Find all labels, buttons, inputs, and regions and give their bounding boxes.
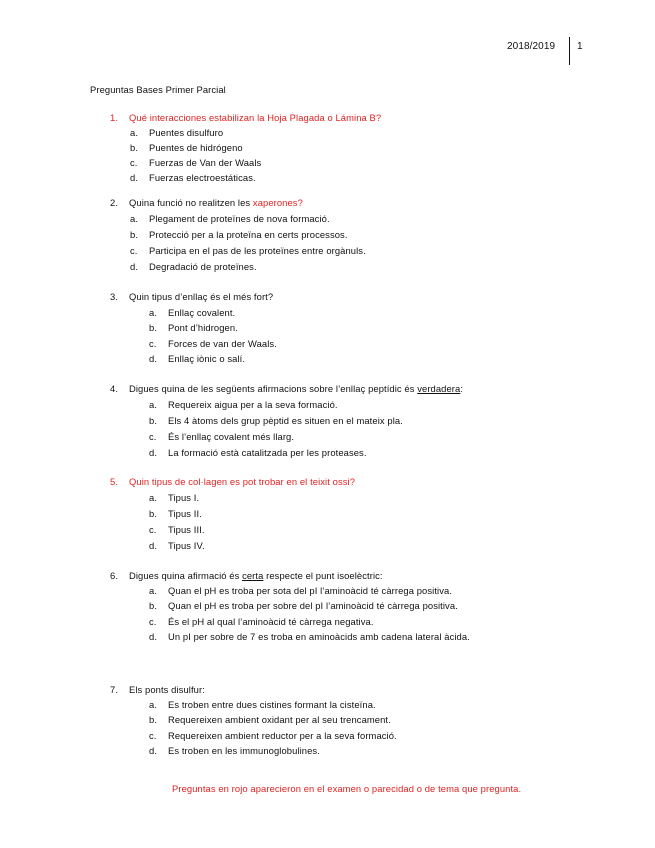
option-5d: d. Tipus IV. xyxy=(149,540,205,551)
footer-note: Preguntas en rojo aparecieron en el examen o parecidad o de tema que pregunta. xyxy=(172,783,522,794)
option-5b: b. Tipus II. xyxy=(149,508,202,519)
question-text: Digues quina de les següents afirmacions sobre l’enllaç peptídic és xyxy=(129,383,418,394)
question-number: 7. xyxy=(110,684,119,695)
option-4a: a. Requereix aigua per a la seva formació. xyxy=(149,399,338,410)
option-3d: d. Enllaç iònic o salí. xyxy=(149,353,246,364)
question-5 xyxy=(110,476,355,487)
option-7d: d. Es troben en les immunoglobulines. xyxy=(149,745,320,756)
option-1c: c. Fuerzas de Van der Waals xyxy=(130,157,262,168)
option-2a: a. Plegament de proteïnes de nova formació. xyxy=(130,213,330,224)
option-7a: a. Es troben entre dues cistines formant la cisteïna. xyxy=(149,699,376,710)
question-text: Els ponts disulfur: xyxy=(129,684,205,695)
header-divider xyxy=(569,37,570,65)
question-number: 2. xyxy=(110,197,119,208)
question-2 xyxy=(110,197,303,208)
option-4c: c. És l’enllaç covalent més llarg. xyxy=(149,431,295,442)
question-number: 6. xyxy=(110,570,119,581)
question-1 xyxy=(110,112,381,123)
school-year: 2018/2019 xyxy=(507,41,556,52)
question-number: 5. xyxy=(110,476,119,487)
option-2c: c. Participa en el pas de les proteïnes entre orgànuls. xyxy=(130,245,366,256)
option-1d: d. Fuerzas electroestáticas. xyxy=(130,172,256,183)
option-1b: b. Puentes de hidrógeno xyxy=(130,142,243,153)
question-7 xyxy=(110,684,205,695)
option-7c: c. Requereixen ambient reductor per a la seva formació. xyxy=(149,730,397,741)
question-text: Quina funció no realitzen les xyxy=(129,197,253,208)
question-text: Digues quina afirmació és xyxy=(129,570,243,581)
question-number: 4. xyxy=(110,383,119,394)
question-text: Quin tipus d’enllaç és el més fort? xyxy=(129,291,274,302)
option-4d: d. La formació està catalitzada per les proteases. xyxy=(149,447,367,458)
question-3 xyxy=(110,291,273,302)
page-number: 1 xyxy=(577,41,583,52)
option-6b: b. Quan el pH es troba per sobre del pI l’aminoàcid té càrrega positiva. xyxy=(149,600,458,611)
option-2d: d. Degradació de proteïnes. xyxy=(130,261,257,272)
option-2b: b. Protecció per a la proteïna en certs processos. xyxy=(130,229,348,240)
question-number: 3. xyxy=(110,291,119,302)
underlined-word: verdadera xyxy=(417,383,461,394)
option-3a: a. Enllaç covalent. xyxy=(149,307,236,318)
question-text: Quin tipus de col·lagen es pot trobar en el teixit ossi? xyxy=(129,476,356,487)
option-6a: a. Quan el pH es troba per sota del pI l’aminoàcid té càrrega positiva. xyxy=(149,585,453,596)
option-1a: a. Puentes disulfuro xyxy=(130,127,224,138)
option-7b: b. Requereixen ambient oxidant per al seu trencament. xyxy=(149,714,391,725)
option-3c: c. Forces de van der Waals. xyxy=(149,338,277,349)
option-5c: c. Tipus III. xyxy=(149,524,205,535)
option-3b: b. Pont d’hidrogen. xyxy=(149,322,238,333)
option-6d: d. Un pI per sobre de 7 es troba en aminoàcids amb cadena lateral àcida. xyxy=(149,631,470,642)
option-4b: b. Els 4 àtoms dels grup pèptid es situen en el mateix pla. xyxy=(149,415,403,426)
question-6: 6. Digues quina afirmació és certa respecte el punt isoelèctric: xyxy=(110,570,383,581)
option-6c: c. És el pH al qual l’aminoàcid té càrrega negativa. xyxy=(149,616,374,627)
question-text: Qué interacciones estabilizan la Hoja Plagada o Lámina B? xyxy=(129,112,382,123)
underlined-word: certa xyxy=(242,570,264,581)
question-highlight: xaperones? xyxy=(252,197,303,208)
document-title: Preguntas Bases Primer Parcial xyxy=(90,84,226,95)
option-5a: a. Tipus I. xyxy=(149,492,200,503)
question-4: 4. Digues quina de les següents afirmacions sobre l’enllaç peptídic és verdadera: xyxy=(110,383,464,394)
question-number: 1. xyxy=(110,112,119,123)
